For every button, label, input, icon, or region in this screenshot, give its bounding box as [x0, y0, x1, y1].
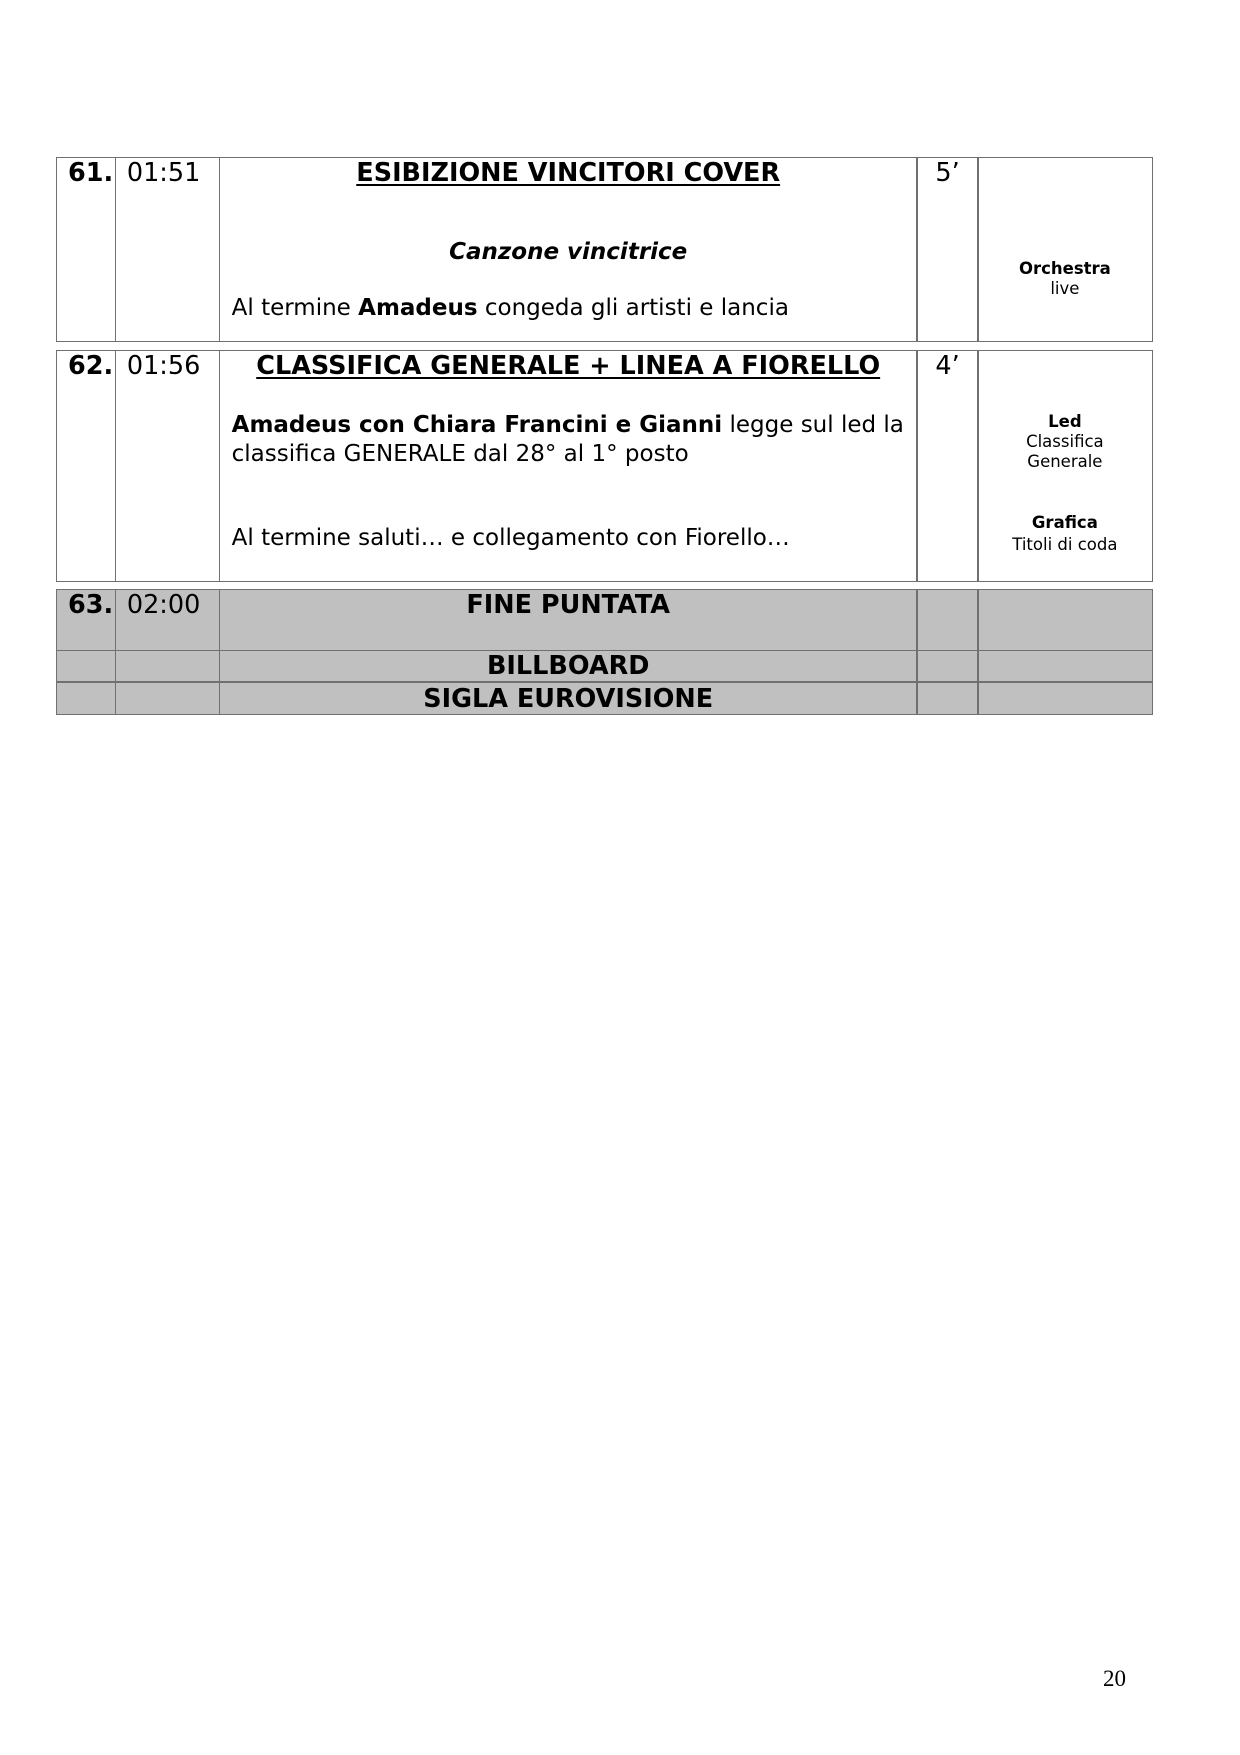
billboard-label: BILLBOARD	[487, 651, 650, 682]
segment-time-cell	[116, 158, 218, 341]
segment-content-cell	[220, 590, 916, 714]
description-text: congeda gli artisti e lancia	[477, 295, 789, 321]
segment-duration: 5’	[935, 158, 960, 188]
segment-number-cell	[57, 158, 115, 341]
note-label: Grafica	[1031, 513, 1098, 533]
segment-duration-cell	[918, 590, 977, 714]
description-bold-text: Amadeus	[358, 295, 478, 321]
segment-notes-cell	[979, 590, 1151, 714]
segment-time-cell	[116, 590, 218, 714]
note-detail: live	[1050, 279, 1080, 298]
segment-row-62	[56, 350, 1153, 582]
segment-content-cell	[220, 158, 916, 341]
segment-number: 63.	[68, 590, 114, 620]
note-detail: Titoli di coda	[1012, 534, 1118, 554]
segment-description	[232, 294, 789, 323]
segment-duration: 4’	[935, 351, 960, 381]
segment-number-cell	[57, 351, 115, 581]
segment-content-cell	[220, 351, 916, 581]
segment-time-cell	[116, 351, 218, 581]
note-label: Orchestra	[1018, 259, 1111, 278]
segment-description-line-2: classifica GENERALE dal 28° al 1° posto	[231, 440, 689, 467]
description-text: legge sul led la	[722, 411, 904, 438]
segment-row-63	[56, 589, 1153, 715]
description-bold-text: Amadeus con Chiara Francini e Gianni	[231, 411, 723, 438]
segment-notes-cell	[979, 351, 1151, 581]
segment-closing-text: Al termine saluti… e collegamento con Fiorello…	[231, 525, 790, 552]
description-text: Al termine	[231, 295, 359, 321]
segment-number-cell	[57, 590, 115, 714]
note-label: Led	[1048, 411, 1082, 431]
segment-notes-cell	[979, 158, 1151, 341]
segment-time: 02:00	[126, 590, 201, 620]
segment-duration-cell	[918, 158, 977, 341]
segment-subtitle: Canzone vincitrice	[449, 239, 688, 265]
segment-title: FINE PUNTATA	[466, 590, 670, 620]
segment-title	[220, 351, 916, 381]
segment-time: 01:56	[126, 351, 201, 381]
segment-title-text: ESIBIZIONE VINCITORI COVER	[356, 158, 781, 188]
segment-row-61	[56, 157, 1153, 342]
segment-description-line-1	[232, 411, 904, 440]
note-detail: Generale	[1027, 452, 1103, 472]
page-number: 20	[1103, 1666, 1126, 1691]
note-detail: Classifica	[1026, 431, 1104, 451]
segment-title-text: CLASSIFICA GENERALE + LINEA A FIORELLO	[256, 351, 881, 381]
segment-number: 62.	[68, 351, 114, 381]
segment-time: 01:51	[126, 158, 201, 188]
segment-duration-cell	[918, 351, 977, 581]
segment-title	[220, 158, 916, 188]
eurovision-theme-label: SIGLA EUROVISIONE	[423, 683, 714, 714]
segment-number: 61.	[68, 158, 114, 188]
